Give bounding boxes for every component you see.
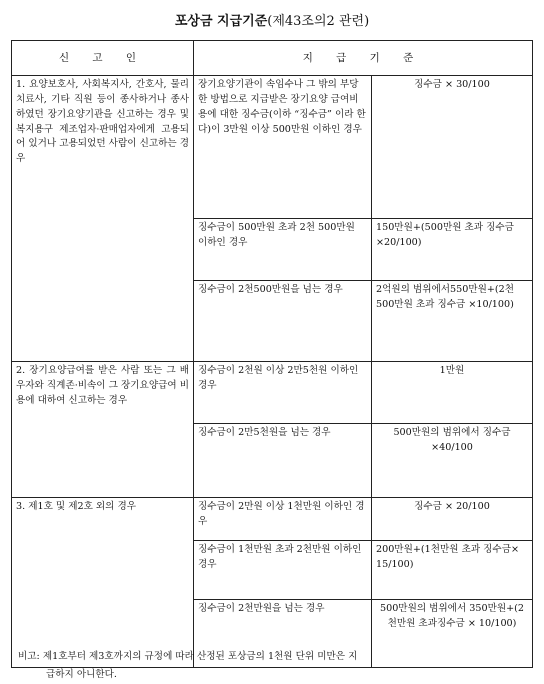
table-row [12, 362, 533, 424]
criteria-cell: 징수금이 2만원 이상 1천만원 이하인 경우 [194, 498, 372, 541]
table-row [12, 76, 533, 219]
amount-cell: 1만원 [372, 362, 533, 424]
amount-cell: 200만원+(1천만원 초과 징수금× 15/100) [372, 541, 533, 600]
header-reporter: 신 고 인 [12, 41, 194, 76]
criteria-cell: 장기요양기관이 속임수나 그 밖의 부당한 방법으로 지급받은 장기요양 급여비용에 대한 징수금(이하 “징수금” 이라 한다)이 3만원 이상 500만원 이하인 경우 [194, 76, 372, 219]
remarks-note [18, 648, 526, 684]
table-row [12, 498, 533, 541]
amount-cell: 징수금 × 30/100 [372, 76, 533, 219]
page-title [0, 10, 544, 29]
criteria-cell: 징수금이 2천만원을 넘는 경우 [194, 600, 372, 668]
amount-cell: 징수금 × 20/100 [372, 498, 533, 541]
amount-cell: 500만원의 범위에서 350만원+(2천만원 초과징수금 × 10/100) [372, 600, 533, 668]
criteria-cell: 징수금이 500만원 초과 2천 500만원 이하인 경우 [194, 219, 372, 281]
reward-criteria-table [11, 40, 533, 668]
amount-cell: 150만원+(500만원 초과 징수금 ×20/100) [372, 219, 533, 281]
header-criteria: 지 급 기 준 [194, 41, 533, 76]
title-main: 포상금 지급기준 [174, 14, 268, 29]
criteria-cell: 징수금이 2천원 이상 2만5천원 이하인 경우 [194, 362, 372, 424]
criteria-cell: 징수금이 2천500만원을 넘는 경우 [194, 281, 372, 362]
remarks-line-1: 비고: 제1호부터 제3호까지의 규정에 따라 산정된 포상금의 1천원 단위 미만은 지 [18, 651, 358, 662]
table-header-row [12, 41, 533, 76]
reporter-cell-2: 2. 장기요양급여를 받은 사람 또는 그 배우자와 직계존·비속이 그 장기요양급여 비용에 대하여 신고하는 경우 [12, 362, 194, 498]
amount-cell: 2억원의 범위에서550만원+(2천500만원 초과 징수금 ×10/100) [372, 281, 533, 362]
reporter-cell-3: 3. 제1호 및 제2호 외의 경우 [12, 498, 194, 668]
amount-cell: 500만원의 범위에서 징수금×40/100 [372, 424, 533, 498]
title-reference: (제43조의2 관련) [267, 14, 370, 29]
criteria-cell: 징수금이 2만5천원을 넘는 경우 [194, 424, 372, 498]
criteria-cell: 징수금이 1천만원 초과 2천만원 이하인 경우 [194, 541, 372, 600]
reporter-cell-1: 1. 요양보호사, 사회복지사, 간호사, 물리치료사, 기타 직원 등이 종사하거나 종사하였던 장기요양기관을 신고하는 경우 및 복지용구 제조업자·판매업자에게 고용되어 있거나 고용되었던 사람이 신고하는 경우 [12, 76, 194, 362]
remarks-line-2: 급하지 아니한다. [46, 669, 117, 681]
